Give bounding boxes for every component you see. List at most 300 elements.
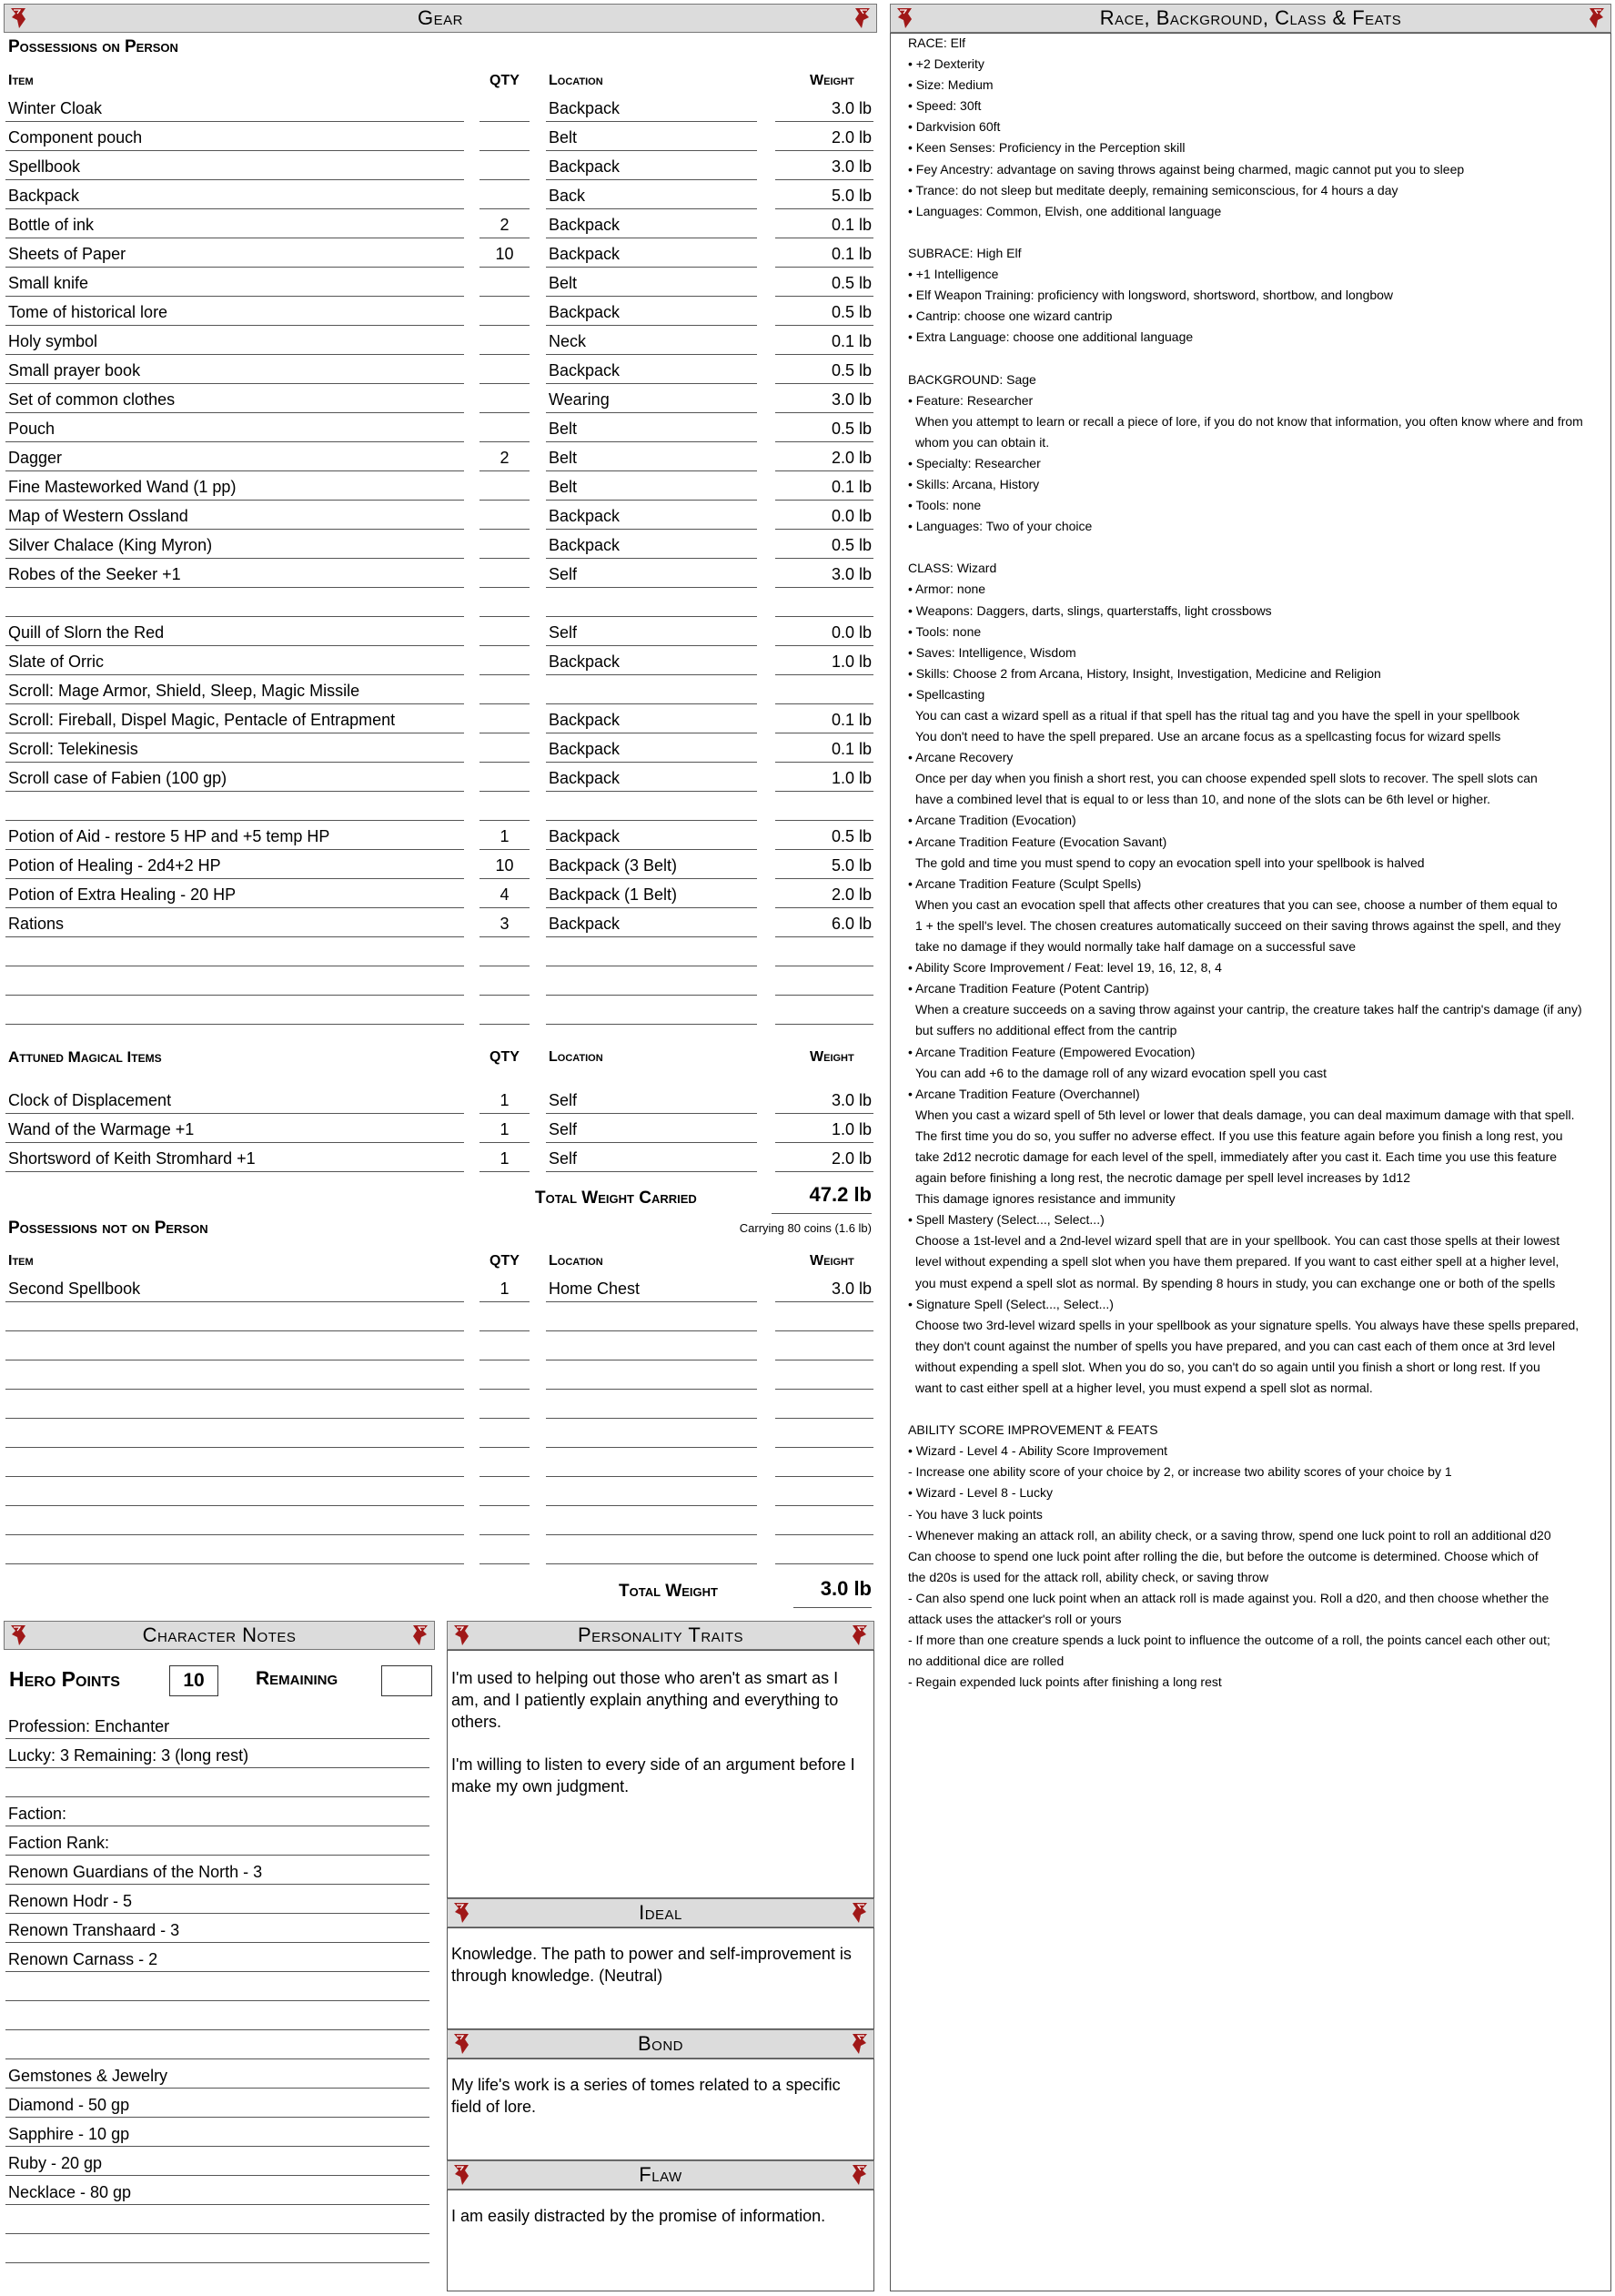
feature-line: you must expend a spell slot as normal. By spending 8 hours in study, you can exchange one or both of the spells [915, 1275, 1556, 1290]
weight-cell[interactable]: 0.5 lb [775, 823, 873, 850]
item-cell[interactable]: Scroll: Telekinesis [5, 735, 464, 763]
location-cell[interactable]: Home Chest [546, 1275, 757, 1302]
item-cell[interactable] [5, 1362, 464, 1390]
item-cell[interactable]: Robes of the Seeker +1 [5, 561, 464, 588]
item-cell[interactable]: Small prayer book [5, 357, 464, 384]
note-line[interactable] [5, 2001, 429, 2030]
weight-cell[interactable] [775, 1508, 873, 1535]
feature-line: - Increase one ability score of your choice by 2, or increase two ability scores of your choice by 1 [908, 1464, 1452, 1480]
weight-cell[interactable]: 3.0 lb [775, 95, 873, 122]
weight-cell[interactable]: 0.1 lb [775, 328, 873, 355]
feature-line: • Cantrip: choose one wizard cantrip [908, 308, 1113, 324]
weight-cell[interactable]: 0.5 lb [775, 415, 873, 442]
qty-cell[interactable]: 1 [479, 823, 530, 850]
claw-ornament-icon [451, 2163, 471, 2187]
qty-cell[interactable] [479, 764, 530, 792]
note-line[interactable]: Necklace - 80 gp [5, 2176, 429, 2205]
qty-cell[interactable] [479, 706, 530, 733]
item-cell[interactable] [5, 1304, 464, 1331]
weight-cell[interactable] [775, 1479, 873, 1506]
ideal-header [447, 1898, 874, 1927]
hero-points-label: Hero Points [9, 1667, 120, 1691]
location-cell[interactable]: Backpack (3 Belt) [546, 852, 757, 879]
table-row [0, 1420, 873, 1449]
table-row [0, 123, 873, 152]
weight-cell[interactable]: 2.0 lb [775, 124, 873, 151]
qty-cell[interactable] [479, 1450, 530, 1477]
weight-cell[interactable]: 3.0 lb [775, 1275, 873, 1302]
claw-ornament-icon [850, 2032, 870, 2056]
location-cell[interactable]: Backpack [546, 735, 757, 763]
qty-cell[interactable] [479, 619, 530, 646]
location-cell[interactable] [546, 677, 757, 704]
note-line[interactable]: Gemstones & Jewelry [5, 2059, 429, 2089]
note-line[interactable]: Renown Hodr - 5 [5, 1885, 429, 1914]
location-cell[interactable] [546, 1391, 757, 1419]
qty-cell[interactable] [479, 1362, 530, 1390]
location-cell[interactable] [546, 1304, 757, 1331]
feature-line: • Extra Language: choose one additional language [908, 329, 1194, 345]
location-cell[interactable] [546, 1362, 757, 1390]
weight-cell[interactable] [775, 1362, 873, 1390]
weight-cell[interactable]: 5.0 lb [775, 182, 873, 209]
qty-cell[interactable] [479, 1508, 530, 1535]
table-row [0, 793, 873, 822]
location-cell[interactable] [546, 1450, 757, 1477]
weight-cell[interactable] [775, 1391, 873, 1419]
location-cell[interactable] [546, 997, 757, 1025]
table-row [0, 414, 873, 443]
feature-line: the d20s is used for the attack roll, ability check, or saving throw [908, 1569, 1269, 1584]
location-cell[interactable]: Belt [546, 444, 757, 471]
qty-cell[interactable] [479, 1304, 530, 1331]
feature-line: whom you can obtain it. [915, 434, 1050, 450]
item-cell[interactable] [5, 968, 464, 996]
qty-cell[interactable]: 1 [479, 1145, 530, 1172]
qty-cell[interactable] [479, 357, 530, 384]
item-cell[interactable] [5, 1421, 464, 1448]
qty-cell[interactable] [479, 531, 530, 559]
race-class-text [908, 33, 1607, 1693]
location-cell[interactable]: Backpack [546, 153, 757, 180]
qty-cell[interactable] [479, 386, 530, 413]
item-cell[interactable] [5, 1333, 464, 1360]
feature-line: You can add +6 to the damage roll of any wizard evocation spell you cast [915, 1065, 1327, 1080]
feature-line: • Arcane Tradition Feature (Empowered Evocation) [908, 1044, 1196, 1059]
col-location: Location [549, 1253, 603, 1269]
location-cell[interactable] [546, 590, 757, 617]
location-cell[interactable]: Belt [546, 124, 757, 151]
weight-cell[interactable]: 3.0 lb [775, 561, 873, 588]
note-line[interactable]: Sapphire - 10 gp [5, 2118, 429, 2147]
location-cell[interactable] [546, 1421, 757, 1448]
note-line[interactable]: Ruby - 20 gp [5, 2147, 429, 2176]
item-cell[interactable] [5, 1479, 464, 1506]
qty-cell[interactable] [479, 328, 530, 355]
item-cell[interactable]: Shortsword of Keith Stromhard +1 [5, 1145, 464, 1172]
qty-cell[interactable] [479, 182, 530, 209]
qty-cell[interactable] [479, 124, 530, 151]
feature-line: • Trance: do not sleep but meditate deeply, remaining semiconscious, for 4 hours a day [908, 182, 1398, 197]
weight-cell[interactable]: 0.0 lb [775, 619, 873, 646]
qty-cell[interactable]: 1 [479, 1116, 530, 1143]
item-cell[interactable]: Backpack [5, 182, 464, 209]
item-cell[interactable] [5, 997, 464, 1025]
item-cell[interactable] [5, 1508, 464, 1535]
item-cell[interactable]: Potion of Extra Healing - 20 HP [5, 881, 464, 908]
location-cell[interactable]: Wearing [546, 386, 757, 413]
table-row [0, 152, 873, 181]
note-line[interactable] [5, 2234, 429, 2263]
qty-cell[interactable]: 2 [479, 444, 530, 471]
location-cell[interactable]: Backpack [546, 823, 757, 850]
feature-line: • Size: Medium [908, 77, 994, 93]
table-row [0, 676, 873, 705]
note-line[interactable]: Faction Rank: [5, 1826, 429, 1856]
location-cell[interactable]: Self [546, 1116, 757, 1143]
feature-line: • Wizard - Level 4 - Ability Score Improvement [908, 1443, 1167, 1459]
weight-cell[interactable] [775, 939, 873, 966]
table-row [0, 1536, 873, 1565]
location-cell[interactable] [546, 1508, 757, 1535]
item-cell[interactable]: Dagger [5, 444, 464, 471]
feature-line: • Fey Ancestry: advantage on saving throws against being charmed, magic cannot put you to sleep [908, 161, 1465, 177]
feature-line: • Arcane Tradition Feature (Evocation Savant) [908, 834, 1167, 849]
location-cell[interactable]: Neck [546, 328, 757, 355]
table-row [0, 472, 873, 501]
item-cell[interactable] [5, 939, 464, 966]
hero-points-value[interactable]: 10 [169, 1665, 218, 1696]
note-line[interactable]: Faction: [5, 1797, 429, 1826]
feature-line: • Elf Weapon Training: proficiency with longsword, shortsword, shortbow, and longbow [908, 288, 1394, 303]
feature-line: You don't need to have the spell prepared. Use an arcane focus as a spellcasting focus for wizard spells [915, 729, 1501, 744]
feature-line: • Arcane Tradition Feature (Overchannel) [908, 1086, 1140, 1101]
table-row [0, 210, 873, 239]
item-cell[interactable]: Potion of Healing - 2d4+2 HP [5, 852, 464, 879]
personality-trait-2: I'm willing to listen to every side of an argument before I make my own judgment. [451, 1755, 855, 1795]
item-cell[interactable] [5, 1537, 464, 1564]
qty-cell[interactable]: 3 [479, 910, 530, 937]
item-cell[interactable] [5, 1391, 464, 1419]
note-line[interactable] [5, 2030, 429, 2059]
table-row [0, 1115, 873, 1144]
feature-line: Choose two 3rd-level wizard spells in your spellbook as your signature spells. You always have these spells prepared, [915, 1317, 1580, 1332]
weight-cell[interactable]: 0.5 lb [775, 298, 873, 326]
table-row [0, 589, 873, 618]
location-cell[interactable]: Backpack [546, 240, 757, 268]
weight-cell[interactable]: 6.0 lb [775, 910, 873, 937]
qty-cell[interactable]: 2 [479, 211, 530, 238]
weight-cell[interactable] [775, 1421, 873, 1448]
feature-line: - Whenever making an attack roll, an ability check, or a saving throw, spend one luck point to roll an additional d20 [908, 1527, 1551, 1542]
feature-line: attack uses the attacker's roll or yours [908, 1612, 1122, 1627]
note-line[interactable] [5, 2205, 429, 2234]
item-cell[interactable]: Component pouch [5, 124, 464, 151]
item-cell[interactable]: Quill of Slorn the Red [5, 619, 464, 646]
table-row [0, 181, 873, 210]
item-cell[interactable]: Scroll case of Fabien (100 gp) [5, 764, 464, 792]
location-cell[interactable]: Back [546, 182, 757, 209]
item-cell[interactable]: Scroll: Fireball, Dispel Magic, Pentacle of Entrapment [5, 706, 464, 733]
table-row [0, 1274, 873, 1303]
item-cell[interactable] [5, 590, 464, 617]
qty-cell[interactable] [479, 95, 530, 122]
weight-cell[interactable]: 0.5 lb [775, 357, 873, 384]
bond-text: My life's work is a series of tomes related to a specific field of lore. [451, 2076, 841, 2116]
table-row [0, 1478, 873, 1507]
qty-cell[interactable] [479, 1333, 530, 1360]
location-cell[interactable]: Backpack [546, 502, 757, 530]
bond-header [447, 2029, 874, 2058]
feature-line [908, 537, 1607, 558]
feature-line: • Wizard - Level 8 - Lucky [908, 1485, 1053, 1501]
qty-cell[interactable] [479, 735, 530, 763]
weight-cell[interactable] [775, 677, 873, 704]
feature-line: have a combined level that is equal to or less than 10, and none of the slots can be 6th level or higher. [915, 792, 1490, 807]
weight-cell[interactable]: 0.1 lb [775, 240, 873, 268]
qty-cell[interactable] [479, 968, 530, 996]
feature-line: The first time you do so, you suffer no adverse effect. If you use this feature again before you finish a long rest, you [915, 1128, 1563, 1143]
location-cell[interactable] [546, 1333, 757, 1360]
table-row [0, 996, 873, 1026]
table-row [0, 1086, 873, 1115]
location-cell[interactable]: Backpack [546, 211, 757, 238]
note-line[interactable]: Renown Carnass - 2 [5, 1943, 429, 1972]
item-cell[interactable]: Map of Western Ossland [5, 502, 464, 530]
weight-cell[interactable] [775, 794, 873, 821]
table-row [0, 647, 873, 676]
location-cell[interactable] [546, 968, 757, 996]
location-cell[interactable] [546, 794, 757, 821]
location-cell[interactable]: Belt [546, 473, 757, 501]
location-cell[interactable]: Backpack [546, 706, 757, 733]
bond-title: Bond [637, 2032, 683, 2055]
qty-cell[interactable] [479, 1391, 530, 1419]
feature-line: • Arcane Tradition (Evocation) [908, 813, 1076, 828]
personality-trait-1: I'm used to helping out those who aren't as smart as I am, and I patiently explain anything and everything to others. [451, 1669, 839, 1731]
location-cell[interactable]: Self [546, 619, 757, 646]
weight-cell[interactable]: 1.0 lb [775, 1116, 873, 1143]
weight-cell[interactable]: 1.0 lb [775, 648, 873, 675]
claw-ornament-icon [1587, 6, 1607, 30]
table-row [0, 734, 873, 764]
col-weight: Weight [810, 1253, 854, 1269]
item-cell[interactable]: Potion of Aid - restore 5 HP and +5 temp HP [5, 823, 464, 850]
feature-line: - Can also spend one luck point when an attack roll is made against you. Roll a d20, and then choose whether the [908, 1590, 1549, 1605]
qty-cell[interactable] [479, 997, 530, 1025]
qty-cell[interactable] [479, 415, 530, 442]
col-location: Location [549, 73, 603, 88]
feature-line: Can choose to spend one luck point after rolling the die, but before the outcome is determined. Choose which of [908, 1548, 1539, 1563]
note-line[interactable]: Profession: Enchanter [5, 1710, 429, 1739]
qty-cell[interactable] [479, 502, 530, 530]
claw-ornament-icon [850, 1901, 870, 1925]
feature-line: - Regain expended luck points after finishing a long rest [908, 1674, 1222, 1690]
qty-cell[interactable] [479, 677, 530, 704]
qty-cell[interactable] [479, 153, 530, 180]
item-cell[interactable]: Slate of Orric [5, 648, 464, 675]
location-cell[interactable]: Backpack [546, 764, 757, 792]
location-cell[interactable]: Self [546, 1087, 757, 1114]
item-cell[interactable]: Fine Masteworked Wand (1 pp) [5, 473, 464, 501]
table-row [0, 822, 873, 851]
feature-line: • Arcane Tradition Feature (Potent Cantrip) [908, 981, 1149, 996]
qty-cell[interactable] [479, 939, 530, 966]
item-cell[interactable]: Sheets of Paper [5, 240, 464, 268]
location-cell[interactable]: Belt [546, 415, 757, 442]
claw-ornament-icon [894, 6, 914, 30]
weight-cell[interactable] [775, 997, 873, 1025]
col-item: Item [8, 73, 34, 88]
weight-cell[interactable]: 3.0 lb [775, 386, 873, 413]
item-cell[interactable]: Bottle of ink [5, 211, 464, 238]
feature-line: • +2 Dexterity [908, 56, 984, 72]
qty-cell[interactable] [479, 561, 530, 588]
gear-title: Gear [418, 6, 463, 29]
qty-cell[interactable] [479, 269, 530, 297]
qty-cell[interactable] [479, 648, 530, 675]
item-cell[interactable]: Scroll: Mage Armor, Shield, Sleep, Magic Missile [5, 677, 464, 704]
feature-line: When you cast an evocation spell that affects other creatures that you can see, choose a number of them equal to [915, 896, 1558, 912]
note-line[interactable] [5, 1768, 429, 1797]
weight-cell[interactable]: 0.5 lb [775, 531, 873, 559]
feature-line: no additional dice are rolled [908, 1654, 1065, 1669]
location-cell[interactable]: Backpack [546, 648, 757, 675]
weight-cell[interactable] [775, 590, 873, 617]
flaw-header [447, 2160, 874, 2190]
item-cell[interactable]: Spellbook [5, 153, 464, 180]
qty-cell[interactable]: 1 [479, 1087, 530, 1114]
weight-cell[interactable]: 0.1 lb [775, 211, 873, 238]
weight-cell[interactable] [775, 1537, 873, 1564]
item-cell[interactable]: Silver Chalace (King Myron) [5, 531, 464, 559]
weight-cell[interactable]: 2.0 lb [775, 444, 873, 471]
table-row [0, 327, 873, 356]
qty-cell[interactable]: 1 [479, 1275, 530, 1302]
weight-cell[interactable]: 0.1 lb [775, 706, 873, 733]
location-cell[interactable]: Belt [546, 269, 757, 297]
weight-cell[interactable]: 2.0 lb [775, 881, 873, 908]
qty-cell[interactable] [479, 1537, 530, 1564]
qty-cell[interactable] [479, 1479, 530, 1506]
table-row [0, 385, 873, 414]
item-cell[interactable]: Wand of the Warmage +1 [5, 1116, 464, 1143]
item-cell[interactable]: Tome of historical lore [5, 298, 464, 326]
item-cell[interactable]: Pouch [5, 415, 464, 442]
weight-cell[interactable]: 3.0 lb [775, 153, 873, 180]
location-cell[interactable] [546, 939, 757, 966]
table-row [0, 531, 873, 560]
table-row [0, 1303, 873, 1332]
weight-cell[interactable]: 3.0 lb [775, 1087, 873, 1114]
table-row [0, 443, 873, 472]
weight-cell[interactable] [775, 1304, 873, 1331]
table-row [0, 764, 873, 793]
weight-cell[interactable]: 0.0 lb [775, 502, 873, 530]
claw-ornament-icon [410, 1623, 430, 1647]
feature-line: You can cast a wizard spell as a ritual if that spell has the ritual tag and you have the spell in your spellbook [915, 708, 1520, 723]
note-line[interactable] [5, 1972, 429, 2001]
qty-cell[interactable] [479, 298, 530, 326]
location-cell[interactable]: Backpack [546, 357, 757, 384]
total-weight-label: Total Weight [619, 1582, 718, 1601]
qty-cell[interactable]: 10 [479, 240, 530, 268]
feature-line: - You have 3 luck points [908, 1506, 1043, 1522]
weight-cell[interactable]: 0.1 lb [775, 735, 873, 763]
note-line[interactable]: Lucky: 3 Remaining: 3 (long rest) [5, 1739, 429, 1768]
qty-cell[interactable] [479, 590, 530, 617]
feature-line: • Speed: 30ft [908, 98, 982, 114]
feature-line [908, 348, 1607, 369]
table-row [0, 560, 873, 589]
item-cell[interactable]: Second Spellbook [5, 1275, 464, 1302]
note-line[interactable]: Renown Transhaard - 3 [5, 1914, 429, 1943]
weight-cell[interactable]: 0.1 lb [775, 473, 873, 501]
claw-ornament-icon [451, 1623, 471, 1647]
qty-cell[interactable] [479, 1421, 530, 1448]
item-cell[interactable] [5, 1450, 464, 1477]
location-cell[interactable]: Backpack [546, 910, 757, 937]
qty-cell[interactable] [479, 794, 530, 821]
table-row [0, 909, 873, 938]
location-cell[interactable]: Backpack [546, 531, 757, 559]
feature-line: BACKGROUND: Sage [908, 371, 1036, 387]
col-weight: Weight [810, 1049, 854, 1065]
location-cell[interactable]: Backpack (1 Belt) [546, 881, 757, 908]
item-cell[interactable]: Holy symbol [5, 328, 464, 355]
feature-line: • +1 Intelligence [908, 267, 999, 282]
qty-cell[interactable]: 10 [479, 852, 530, 879]
item-cell[interactable]: Rations [5, 910, 464, 937]
location-cell[interactable]: Self [546, 1145, 757, 1172]
qty-cell[interactable] [479, 473, 530, 501]
location-cell[interactable]: Backpack [546, 95, 757, 122]
location-cell[interactable] [546, 1479, 757, 1506]
item-cell[interactable]: Small knife [5, 269, 464, 297]
table-row [0, 1391, 873, 1420]
remaining-value[interactable] [381, 1665, 432, 1696]
weight-cell[interactable]: 0.5 lb [775, 269, 873, 297]
weight-cell[interactable] [775, 1450, 873, 1477]
qty-cell[interactable]: 4 [479, 881, 530, 908]
feature-line: • Tools: none [908, 498, 982, 513]
item-cell[interactable]: Winter Cloak [5, 95, 464, 122]
table-row [0, 880, 873, 909]
item-cell[interactable]: Clock of Displacement [5, 1087, 464, 1114]
flaw-text: I am easily distracted by the promise of information. [451, 2207, 826, 2225]
feature-line: • Languages: Two of your choice [908, 519, 1093, 534]
weight-cell[interactable] [775, 1333, 873, 1360]
race-class-header [890, 4, 1611, 33]
note-line[interactable]: Diamond - 50 gp [5, 2089, 429, 2118]
weight-cell[interactable]: 5.0 lb [775, 852, 873, 879]
weight-cell[interactable]: 1.0 lb [775, 764, 873, 792]
weight-cell[interactable]: 2.0 lb [775, 1145, 873, 1172]
location-cell[interactable] [546, 1537, 757, 1564]
note-line[interactable]: Renown Guardians of the North - 3 [5, 1856, 429, 1885]
claw-ornament-icon [853, 6, 873, 30]
claw-ornament-icon [451, 1901, 471, 1925]
location-cell[interactable]: Self [546, 561, 757, 588]
total-weight-carried-value: 47.2 lb [772, 1183, 872, 1214]
item-cell[interactable]: Set of common clothes [5, 386, 464, 413]
table-row [0, 1507, 873, 1536]
coins-note: Carrying 80 coins (1.6 lb) [739, 1221, 872, 1235]
weight-cell[interactable] [775, 968, 873, 996]
item-cell[interactable] [5, 794, 464, 821]
location-cell[interactable]: Backpack [546, 298, 757, 326]
feature-line: The gold and time you must spend to copy an evocation spell into your spellbook is halved [915, 855, 1425, 870]
